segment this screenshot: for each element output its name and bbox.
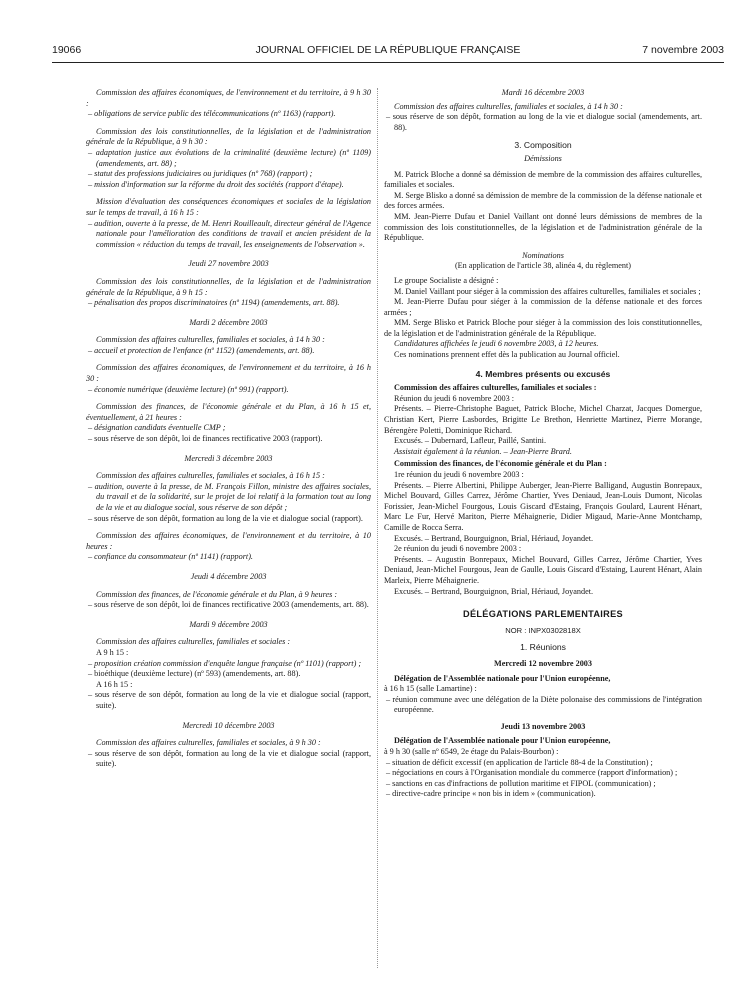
agenda-item: – réunion commune avec une délégation de la Diète polonaise des commissions de l'intégration européenne. [386, 694, 702, 715]
time-label: A 16 h 15 : [96, 679, 133, 689]
paragraph: M. Jean-Pierre Dufau pour siéger à la commission de la défense nationale et des forces armées ; [384, 297, 702, 317]
agenda-block [86, 127, 371, 191]
attendees-present: Présents. – Augustin Bonrepaux, Michel Bouvard, Gilles Carrez, Jérôme Chartier, Yves Deniaud, Jean-Michel Fourgous, Jean de Gaulle, Louis Giscard d'Estaing, Laurent Hénart, Alain Marleix, Pierre Méhaignerie. [384, 554, 702, 585]
agenda-block [86, 363, 371, 395]
committee-heading: Commission des affaires culturelles, familiales et sociales, à 16 h 15 : [96, 471, 325, 481]
attendees-present: Présents. – Pierre-Christophe Baguet, Patrick Bloche, Michel Charzat, Jacques Domergue, Christian Kert, Pierre Lasbordes, Brigitte Le Brethon, Henriette Martinez, Pierre Morange, Bérengère Poletti, Dominique Richard. [384, 404, 702, 435]
agenda-item: – audition, ouverte à la presse, de M. Henri Rouilleault, directeur général de l'Agence nationale pour l'amélioration des conditions de travail et ancien président de la commission « réduction du temps de travail, les enseignements de l'observation ». [88, 218, 371, 249]
meeting-label: 1re réunion du jeudi 6 novembre 2003 : [394, 470, 524, 479]
nor-reference: NOR : INPX0302818X [505, 625, 581, 635]
committee-heading: Commission des lois constitutionnelles, de la législation et de l'administration générale de la République, à 9 h 15 : [86, 276, 371, 297]
agenda-block [86, 590, 371, 611]
day-heading: Mardi 9 décembre 2003 [189, 619, 268, 629]
agenda-block [86, 738, 371, 770]
time-label: A 9 h 15 : [96, 647, 129, 657]
agenda-item: – mission d'information sur la réforme du droit des sociétés (rapport d'étape). [88, 179, 344, 189]
day-heading: Jeudi 27 novembre 2003 [188, 259, 269, 269]
day-heading: Mercredi 3 décembre 2003 [184, 453, 273, 463]
agenda-block [86, 277, 371, 309]
day-heading: Jeudi 4 décembre 2003 [190, 571, 267, 581]
section-heading: 3. Composition [514, 140, 572, 151]
agenda-item: – confiance du consommateur (nº 1141) (rapport). [88, 552, 253, 562]
column-separator [377, 88, 378, 968]
attendees-excused: Excusés. – Dubernard, Lafleur, Paillé, Santini. [394, 436, 547, 446]
agenda-item: – directive-cadre principe « non bis in idem » (communication). [386, 789, 596, 799]
journal-title: JOURNAL OFFICIEL DE LA RÉPUBLIQUE FRANÇAISE [255, 44, 521, 56]
paragraph: M. Patrick Bloche a donné sa démission de membre de la commission des affaires culturelles, familiales et sociales. [384, 169, 702, 190]
agenda-item: – négociations en cours à l'Organisation mondiale du commerce (rapport d'information) ; [386, 768, 678, 778]
committee-title: Commission des affaires culturelles, familiales et sociales : [394, 383, 597, 393]
issue-date: 7 novembre 2003 [642, 44, 724, 56]
committee-heading: Commission des finances, de l'économie générale et du Plan, à 16 h 15 et, éventuellement, à 21 heures : [86, 402, 371, 422]
day-heading: Mardi 16 décembre 2003 [501, 88, 585, 97]
paragraph: M. Daniel Vaillant pour siéger à la commission des affaires culturelles, familiales et sociales ; [394, 286, 701, 296]
subsection-heading: Démissions [524, 153, 562, 163]
committee-heading: Commission des finances, de l'économie générale et du Plan, à 9 heures : [96, 589, 338, 599]
meeting-location: à 16 h 15 (salle Lamartine) : [384, 684, 477, 694]
day-heading: Mardi 2 décembre 2003 [189, 317, 268, 327]
committee-heading: Commission des lois constitutionnelles, de la législation et de l'administration générale de la République, à 9 h 30 : [86, 126, 371, 147]
agenda-item: – proposition création commission d'enquête langue française (nº 1101) (rapport) ; [88, 658, 362, 668]
agenda-block [86, 88, 371, 120]
agenda-item: – économie numérique (deuxième lecture) (nº 991) (rapport). [88, 384, 289, 394]
committee-heading: Commission des affaires économiques, de l'environnement et du territoire, à 10 heures : [86, 531, 371, 551]
agenda-item: – sanctions en cas d'infractions de pollution maritime et FIPOL (communication) ; [386, 778, 656, 788]
attendees-also-present: Assistait également à la réunion. – Jean-Pierre Brard. [394, 446, 572, 456]
agenda-item: – situation de déficit excessif (en application de l'article 88-4 de la Constitution) ; [386, 757, 653, 767]
section-heading: 4. Membres présents ou excusés [475, 368, 611, 379]
agenda-item: – accueil et protection de l'enfance (nº 1152) (amendements, art. 88). [88, 345, 315, 355]
meeting-location: à 9 h 30 (salle nº 6549, 2e étage du Palais-Bourbon) : [384, 747, 559, 757]
agenda-item: – adaptation justice aux évolutions de la criminalité (deuxième lecture) (nº 1109) (amendements, art. 88) ; [88, 147, 371, 168]
committee-heading: Commission des affaires culturelles, familiales et sociales, à 9 h 30 : [96, 738, 321, 748]
delegation-title: Délégation de l'Assemblée nationale pour l'Union européenne, [394, 736, 611, 746]
paragraph: MM. Jean-Pierre Dufau et Daniel Vaillant ont donné leurs démissions de membres de la commission des lois constitutionnelles, de la législation et de l'administration générale de la République. [384, 211, 702, 243]
paragraph: MM. Serge Blisko et Patrick Bloche pour siéger à la commission des lois constitutionnelles, de la législation et de l'administration générale de la République. [384, 318, 702, 338]
committee-heading: Commission des affaires culturelles, familiales et sociales, à 14 h 30 : [96, 335, 325, 345]
day-heading: Jeudi 13 novembre 2003 [500, 721, 586, 731]
agenda-block [86, 335, 371, 356]
meeting-label: 2e réunion du jeudi 6 novembre 2003 : [394, 544, 522, 554]
committee-heading: Commission des affaires culturelles, familiales et sociales, à 14 h 30 : [394, 101, 623, 111]
agenda-item: – sous réserve de son dépôt, loi de finances rectificative 2003 (rapport). [88, 434, 323, 444]
delegation-title: Délégation de l'Assemblée nationale pour l'Union européenne, [394, 673, 611, 683]
attendees-present: Présents. – Pierre Albertini, Philippe Auberger, Jean-Pierre Balligand, Augustin Bonrepaux, Michel Bouvard, Gilles Carrez, Jérôme Chartier, Yves Deniaud, Jean-Louis Dumont, Nicolas Forissier, Jean-Michel Fourgous, Louis Giscard d'Estaing, François Goulard, Laurent Hénart, Marc Le Fur, Hervé Mariton, Pierre Méhaignerie, Didier Migaud, Marie-Anne Montchamp, Camille de Rocca Serra. [384, 480, 702, 532]
committee-heading: Commission des affaires économiques, de l'environnement et du territoire, à 16 h 30 : [86, 363, 371, 384]
agenda-item: – pénalisation des propos discriminatoires (nº 1194) (amendements, art. 88). [88, 298, 340, 308]
delegations-heading: DÉLÉGATIONS PARLEMENTAIRES [463, 609, 623, 620]
section-heading: 1. Réunions [520, 642, 566, 653]
subsection-heading: Nominations [522, 250, 564, 260]
agenda-block [86, 637, 371, 711]
agenda-item: – sous réserve de son dépôt, formation au long de la vie et dialogue social (rapport, suite). [88, 690, 371, 710]
agenda-block [86, 402, 371, 444]
paragraph: M. Serge Blisko a donné sa démission de membre de la commission de la défense nationale et des forces armées. [384, 190, 702, 211]
meeting-label: Réunion du jeudi 6 novembre 2003 : [394, 393, 515, 403]
right-column [384, 88, 702, 800]
attendees-excused: Excusés. – Bertrand, Bourguignon, Brial, Hériaud, Joyandet. [394, 533, 594, 543]
header-rule [52, 62, 724, 63]
agenda-block [86, 471, 371, 524]
agenda-item: – sous réserve de son dépôt, formation au long de la vie et dialogue social (rapport). [88, 513, 363, 523]
day-heading: Mercredi 12 novembre 2003 [493, 658, 592, 668]
paragraph: Le groupe Socialiste a désigné : [394, 275, 499, 285]
agenda-item: – sous réserve de son dépôt, formation au long de la vie et dialogue social (rapport, suite). [88, 748, 371, 769]
committee-heading: Commission des affaires culturelles, familiales et sociales : [96, 637, 291, 647]
agenda-item: – sous réserve de son dépôt, formation au long de la vie et dialogue social (amendements, art. 88). [386, 112, 702, 132]
committee-heading: Mission d'évaluation des conséquences économiques et sociales de la législation sur le temps de travail, à 16 h 15 : [86, 197, 371, 217]
paragraph: Candidatures affichées le jeudi 6 novembre 2003, à 12 heures. [394, 339, 599, 349]
agenda-block [86, 531, 371, 563]
committee-heading: Commission des affaires économiques, de l'environnement et du territoire, à 9 h 30 : [86, 88, 371, 108]
agenda-item: – obligations de service public des télécommunications (nº 1163) (rapport). [88, 109, 336, 119]
agenda-item: – bioéthique (deuxième lecture) (nº 593) (amendements, art. 88). [88, 669, 301, 679]
page-header [52, 44, 724, 58]
left-column [86, 88, 371, 770]
day-heading: Mercredi 10 décembre 2003 [182, 720, 275, 730]
agenda-block [384, 102, 702, 134]
committee-title: Commission des finances, de l'économie générale et du Plan : [394, 459, 607, 469]
attendees-excused: Excusés. – Bertrand, Bourguignon, Brial, Hériaud, Joyandet. [394, 586, 594, 596]
regulation-note: (En application de l'article 38, alinéa 4, du règlement) [454, 261, 632, 271]
agenda-block [86, 197, 371, 250]
agenda-item: – statut des professions judiciaires ou juridiques (nº 768) (rapport) ; [88, 169, 313, 179]
paragraph: Ces nominations prennent effet dès la publication au Journal officiel. [394, 350, 620, 360]
agenda-item: – audition, ouverte à la presse, de M. François Fillon, ministre des affaires sociales, du travail et de la solidarité, sur le projet de loi relatif à la formation tout au long de la vie et au dialogue social, sous réserve de son dépôt ; [88, 481, 371, 512]
agenda-item: – désignation candidats éventuelle CMP ; [88, 423, 226, 433]
agenda-item: – sous réserve de son dépôt, loi de finances rectificative 2003 (amendements, art. 88). [88, 600, 369, 610]
page-number: 19066 [52, 44, 82, 56]
